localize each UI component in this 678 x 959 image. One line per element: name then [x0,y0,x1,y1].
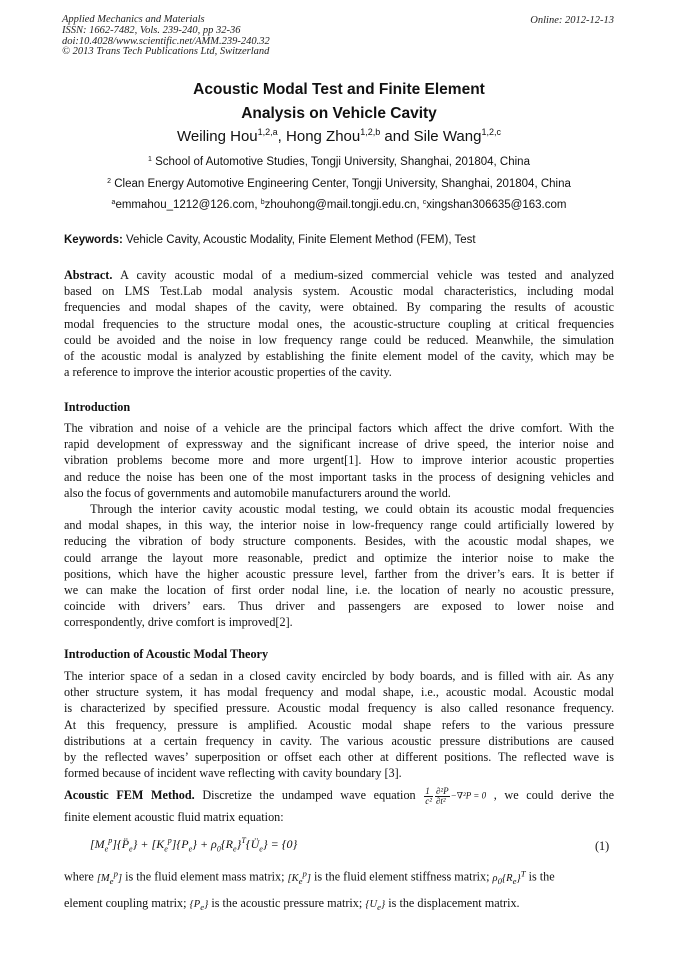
displacement-matrix-symbol: $\{U_e\}$ [365,898,386,912]
where-text: is the [525,869,555,884]
fraction: $\frac{1}{\text{c²}}$ [425,785,432,806]
doi-line: doi:10.4028/www.scientific.net/AMM.239-240.32 [62,35,270,47]
email: zhouhong@mail.tongji.edu.cn, [264,199,423,211]
body-line: rapid development of expressway and the significant increase of drive speed, the interior noise and [64,437,614,452]
fem-line-2: finite element acoustic fluid matrix equation: [64,810,284,824]
journal-header [62,15,270,58]
fem-paragraph [64,784,614,828]
body-line: correspondently, drive comfort is improved[2]. [64,615,293,630]
separator: , [277,128,287,145]
keywords-text: Vehicle Cavity, Acoustic Modality, Finite Element Method (FEM), Test [122,234,476,246]
author-affil-mark: 1,2,a [257,127,278,137]
body-line: and reduce the noise has been one of the most important tasks in the process of designing vehicles and [64,469,614,484]
affil-number: 1 [148,156,152,163]
pressure-matrix-symbol: $\{P_e\}$ [189,898,209,912]
online-date: Online: 2012-12-13 [530,15,614,26]
mass-matrix-symbol: $[M_e^p]$ [96,868,123,886]
body-line: formed because of incident wave reflecting with cavity boundary [3]. [64,766,402,781]
body-line: we can make the location of first order nodal line, i.e. the location of nearly no acoustic pressure, [64,583,614,598]
body-line: distributions at a certain frequency in cavity. The various acoustic pressure distributions are caused [64,733,614,748]
abstract-line: modal frequencies to the structure modal ones, the acoustic-structure coupling at critical frequencies [64,316,614,331]
body-line: is characterized by specified pressure. Acoustic modal frequency is also called resonance frequency. [64,701,614,716]
body-line: and modal shapes, in this way, the interior noise in low-frequency range could artificially lowered by [64,518,614,533]
author-affil-mark: 1,2,b [360,127,381,137]
body-line: positions, which have the higher acoustic pressure level, farther from the driver’s ears. It is better if [64,566,614,581]
keywords-label: Keywords: [64,234,123,246]
author-name: Hong Zhou [286,128,361,145]
body-line: reducing the vibration of body structure components. Besides, with the acoustic modal shapes, we [64,534,614,549]
author-name: Sile Wang [413,128,482,145]
paper-title-line-1: Acoustic Modal Test and Finite Element [193,81,485,98]
email-mark: b [260,199,265,206]
section-heading-theory: Introduction of Acoustic Modal Theory [64,647,269,661]
equation-number: (1) [595,839,610,853]
keywords [64,234,476,246]
separator: and [380,128,414,145]
affiliation-1 [0,156,678,168]
author-affil-mark: 1,2,c [481,127,501,137]
paper-title-line-2: Analysis on Vehicle Cavity [241,105,437,122]
author-list [0,127,678,145]
where-text: is the acoustic pressure matrix; [208,895,366,910]
email-mark: c [422,199,427,206]
email-mark: a [111,199,116,206]
issn-line: ISSN: 1662-7482, Vols. 239-240, pp 32-36 [62,24,241,36]
affil-text: School of Automotive Studies, Tongji University, Shanghai, 201804, China [151,156,530,168]
abstract-text: A cavity acoustic modal of a medium-sized commercial vehicle was tested and analyzed [112,268,614,282]
theory-body [64,668,614,781]
abstract [64,267,614,380]
body-line: vibration problems become more and more urgent[1]. How to improve interior acoustic properties [64,453,614,468]
section-heading-introduction: Introduction [64,400,131,414]
fraction: $\frac{\text{∂²P}}{\text{∂t²}}$ [435,785,449,806]
fem-text: , we could derive the [486,788,614,802]
where-text: element coupling matrix; [64,895,190,910]
where-clause [64,862,614,918]
abstract-line [64,267,614,283]
body-line: could arrange the layout more reasonable, predict and optimize the interior noise to make the [64,550,614,565]
fem-text: Discretize the undamped wave equation [194,788,424,802]
abstract-line: based on LMS Test.Lab modal analysis system. Acoustic modal characteristics, including modal [64,284,614,299]
abstract-line: frequencies and modal shapes of the cavity, were obtained. By comparing the results of acoustic [64,300,614,315]
body-line: other structure system, it has modal frequency and modal shape, i.e., acoustic modal. Acoustic modal [64,685,614,700]
body-line: coincide with drivers’ ears. Thus driver and passengers are exposed to lower noise and [64,599,614,614]
body-line: At this frequency, pressure is amplified. Acoustic modal shape refers to the various pressure [64,717,614,732]
body-line: Through the interior cavity acoustic modal testing, we could obtain its acoustic modal frequencies [64,502,614,517]
affil-text: Clean Energy Automotive Engineering Center, Tongji University, Shanghai, 201804, China [111,178,571,190]
coupling-matrix-symbol: $\rho_0\{R_e\}^T$ [492,868,526,886]
affil-number: 2 [107,178,112,185]
introduction-body [64,420,614,631]
fem-label: Acoustic FEM Method. [64,788,195,802]
author-emails [0,199,678,211]
body-line: The vibration and noise of a vehicle are the principal factors which affect the drive comfort. With the [64,421,614,435]
where-text: is the displacement matrix. [385,895,520,910]
abstract-line: could be avoided and the noise in low frequency range could be reduced. Meanwhile, the simulation [64,332,614,347]
author-name: Weiling Hou [177,128,258,145]
where-line-2 [64,892,614,918]
fluid-matrix-equation: $[M_e^p]\{P̈_e\} + [K_e^p]\{P_e\}$ + $\rho_0\{R_e\}^T\{Ü_e\} = \{0\}$ [90,836,298,854]
where-text: is the fluid element mass matrix; [122,869,288,884]
where-line-1 [64,862,614,892]
affiliation-2 [0,178,678,190]
email: xingshan306635@163.com [426,199,567,211]
body-line: by the reflected waves’ superposition or offset each other at different positions. The reflected wave is [64,750,614,765]
wave-equation: $\frac{1}{\text{c²}}$ $\frac{\text{∂²P}}{\text{∂t²}}$ −∇²P = 0 [425,785,487,806]
journal-name: Applied Mechanics and Materials [62,14,205,25]
body-line: The interior space of a sedan in a closed cavity encircled by body boards, and is filled with air. As any [64,669,614,683]
abstract-line: of the acoustic modal is analyzed by establishing the finite element model of the cavity, which may be [64,349,614,364]
stiffness-matrix-symbol: $[K_e^p]$ [287,868,311,886]
abstract-label: Abstract. [64,268,113,282]
body-line: also the focus of governments and automobile manufacturers around the world. [64,485,451,500]
copyright-line: © 2013 Trans Tech Publications Ltd, Switzerland [62,46,270,58]
where-text: where [64,869,97,884]
email: emmahou_1212@126.com, [115,199,261,211]
abstract-line: a reference to improve the interior acoustic properties of the cavity. [64,365,392,380]
fem-line-1 [64,784,614,806]
where-text: is the fluid element stiffness matrix; [311,869,493,884]
